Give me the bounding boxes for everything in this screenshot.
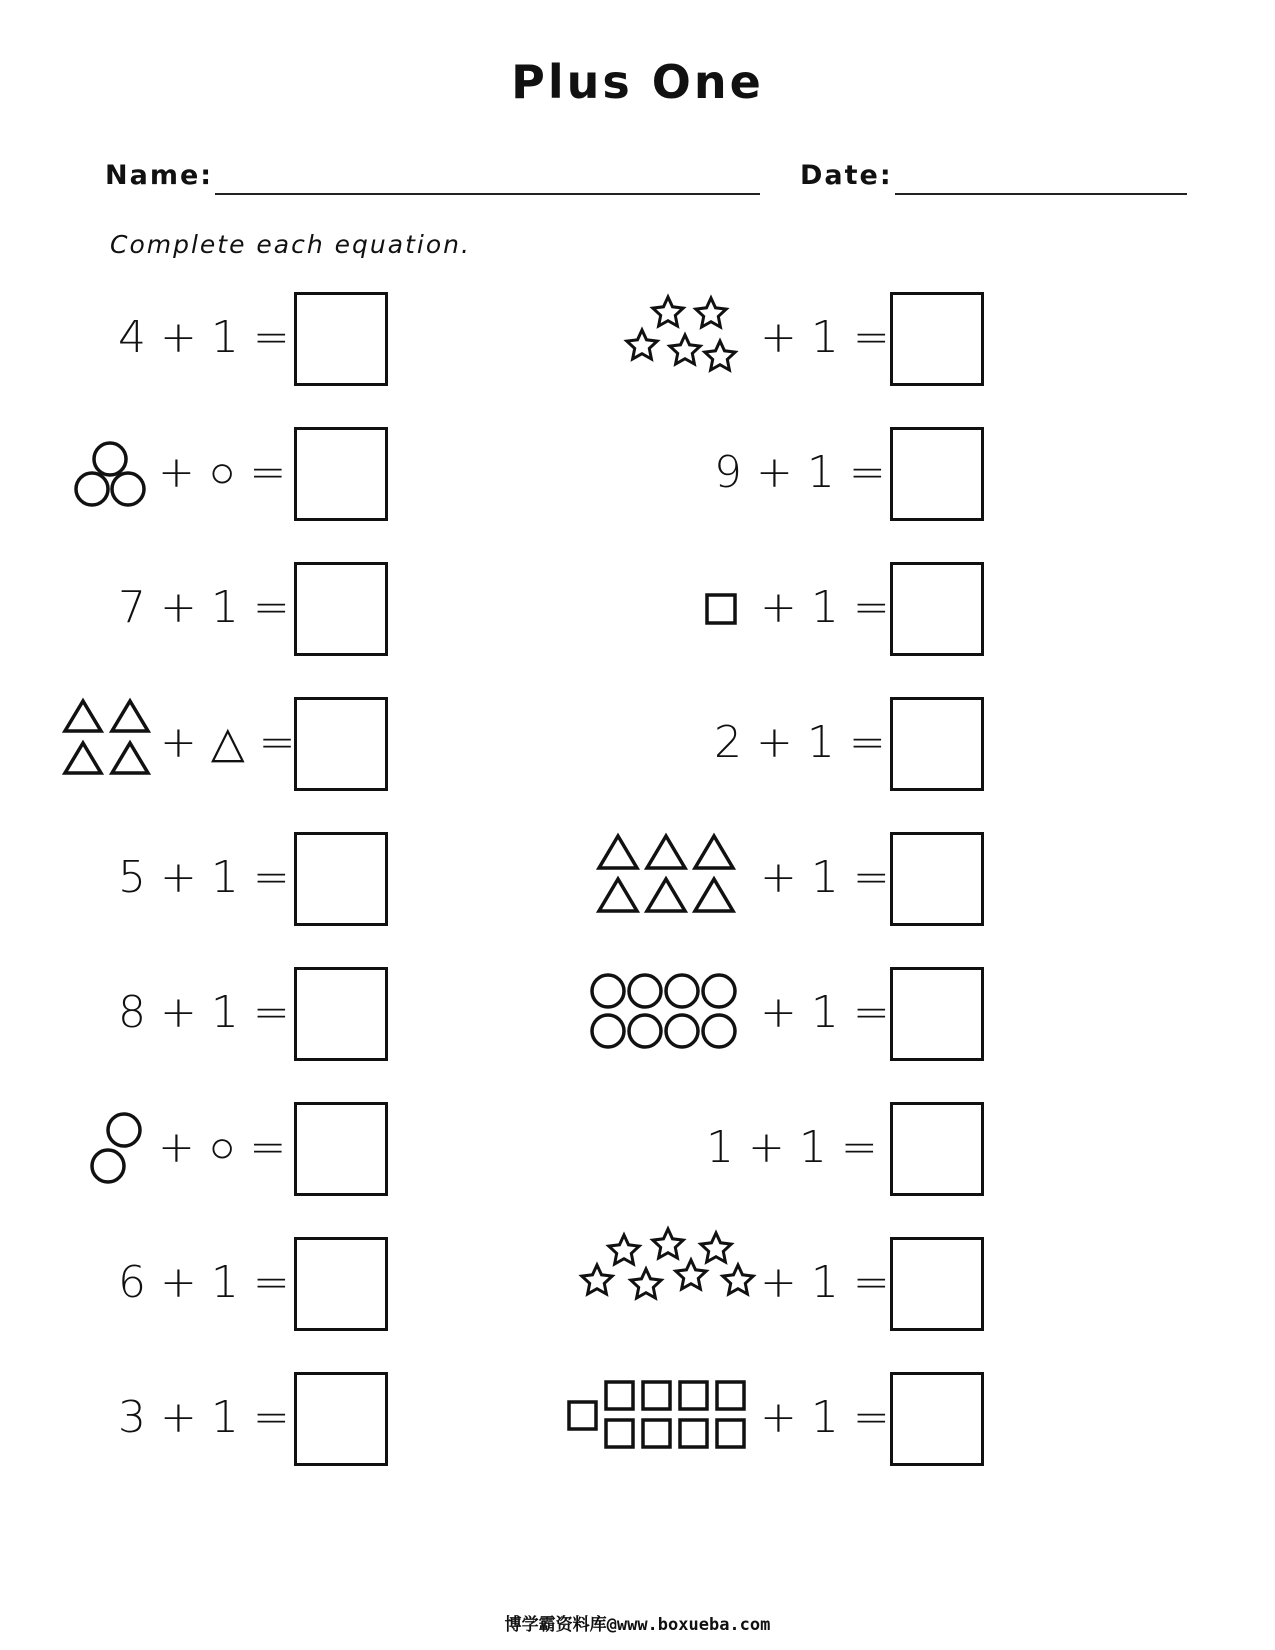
- square-shape: [643, 1382, 670, 1409]
- equation-expression: 6 + 1 =: [118, 1257, 290, 1308]
- circle-shape: [629, 1015, 661, 1047]
- equation-expression: 4 + 1 =: [118, 312, 290, 363]
- equation-row: [0, 832, 1275, 924]
- equation-expression: 9 + 1 =: [714, 447, 886, 498]
- square-shape: [717, 1420, 744, 1447]
- squares-group: [702, 562, 742, 654]
- equation-expression: 7 + 1 =: [118, 582, 290, 633]
- equation-row: [0, 292, 1275, 384]
- instructions: Complete each equation.: [110, 230, 471, 259]
- circles-group: [585, 967, 755, 1059]
- equation-expression: 5 + 1 =: [118, 852, 290, 903]
- square-shape: [680, 1420, 707, 1447]
- square-shape: [643, 1420, 670, 1447]
- equation-row: [0, 967, 1275, 1059]
- equation-row: [0, 697, 1275, 789]
- circle-shape: [629, 975, 661, 1007]
- triangle-shape: [599, 836, 637, 868]
- equation-expression: + 1 =: [760, 987, 890, 1038]
- name-label: Name:: [105, 160, 214, 191]
- equation-row: [0, 1237, 1275, 1329]
- star-shape: [705, 341, 735, 370]
- triangle-shape: [647, 836, 685, 868]
- square-shape: [606, 1382, 633, 1409]
- triangles-group: [593, 832, 753, 924]
- equation-expression: + 1 =: [760, 312, 890, 363]
- triangle-shape: [599, 879, 637, 911]
- equation-expression: + ○ =: [158, 447, 287, 498]
- date-field[interactable]: [895, 193, 1187, 195]
- equation-expression: + ○ =: [158, 1122, 287, 1173]
- answer-box[interactable]: [890, 832, 984, 926]
- equation-expression: + △ =: [160, 717, 296, 768]
- triangle-shape: [695, 879, 733, 911]
- triangle-shape: [647, 879, 685, 911]
- answer-box[interactable]: [890, 1372, 984, 1466]
- answer-box[interactable]: [890, 1237, 984, 1331]
- circle-shape: [703, 975, 735, 1007]
- equation-row: [0, 427, 1275, 519]
- star-shape: [676, 1260, 706, 1289]
- circle-shape: [666, 1015, 698, 1047]
- square-shape: [680, 1382, 707, 1409]
- star-shape: [631, 1269, 661, 1298]
- equation-expression: 1 + 1 =: [706, 1122, 878, 1173]
- answer-box[interactable]: [890, 427, 984, 521]
- date-label: Date:: [800, 160, 893, 191]
- star-shape: [609, 1235, 639, 1264]
- star-shape: [653, 1229, 683, 1258]
- equation-expression: + 1 =: [760, 1257, 890, 1308]
- circle-shape: [666, 975, 698, 1007]
- answer-box[interactable]: [890, 967, 984, 1061]
- footer-watermark: 博学霸资料库@www.boxueba.com: [504, 1615, 771, 1635]
- square-shape: [717, 1382, 744, 1409]
- triangle-shape: [695, 836, 733, 868]
- answer-box[interactable]: [890, 562, 984, 656]
- page-title: Plus One: [511, 55, 764, 109]
- equation-expression: 2 + 1 =: [714, 717, 886, 768]
- star-shape: [696, 298, 726, 327]
- squares-group: [564, 1372, 754, 1464]
- square-shape: [569, 1402, 596, 1429]
- equation-row: [0, 1102, 1275, 1194]
- answer-box[interactable]: [890, 292, 984, 386]
- answer-box[interactable]: [890, 1102, 984, 1196]
- square-shape: [606, 1420, 633, 1447]
- equation-expression: + 1 =: [760, 582, 890, 633]
- star-shape: [627, 330, 657, 359]
- equation-row: [0, 1372, 1275, 1464]
- equation-expression: 8 + 1 =: [118, 987, 290, 1038]
- equation-expression: + 1 =: [760, 1392, 890, 1443]
- circle-shape: [592, 975, 624, 1007]
- name-field[interactable]: [215, 193, 760, 195]
- equation-row: [0, 562, 1275, 654]
- circle-shape: [703, 1015, 735, 1047]
- circle-shape: [592, 1015, 624, 1047]
- stars-group: [570, 1237, 770, 1329]
- star-shape: [723, 1265, 753, 1294]
- star-shape: [653, 297, 683, 326]
- stars-group: [615, 292, 765, 384]
- equation-expression: 3 + 1 =: [118, 1392, 290, 1443]
- star-shape: [670, 335, 700, 364]
- answer-box[interactable]: [890, 697, 984, 791]
- square-shape: [707, 595, 735, 623]
- star-shape: [582, 1265, 612, 1294]
- equation-expression: + 1 =: [760, 852, 890, 903]
- star-shape: [701, 1233, 731, 1262]
